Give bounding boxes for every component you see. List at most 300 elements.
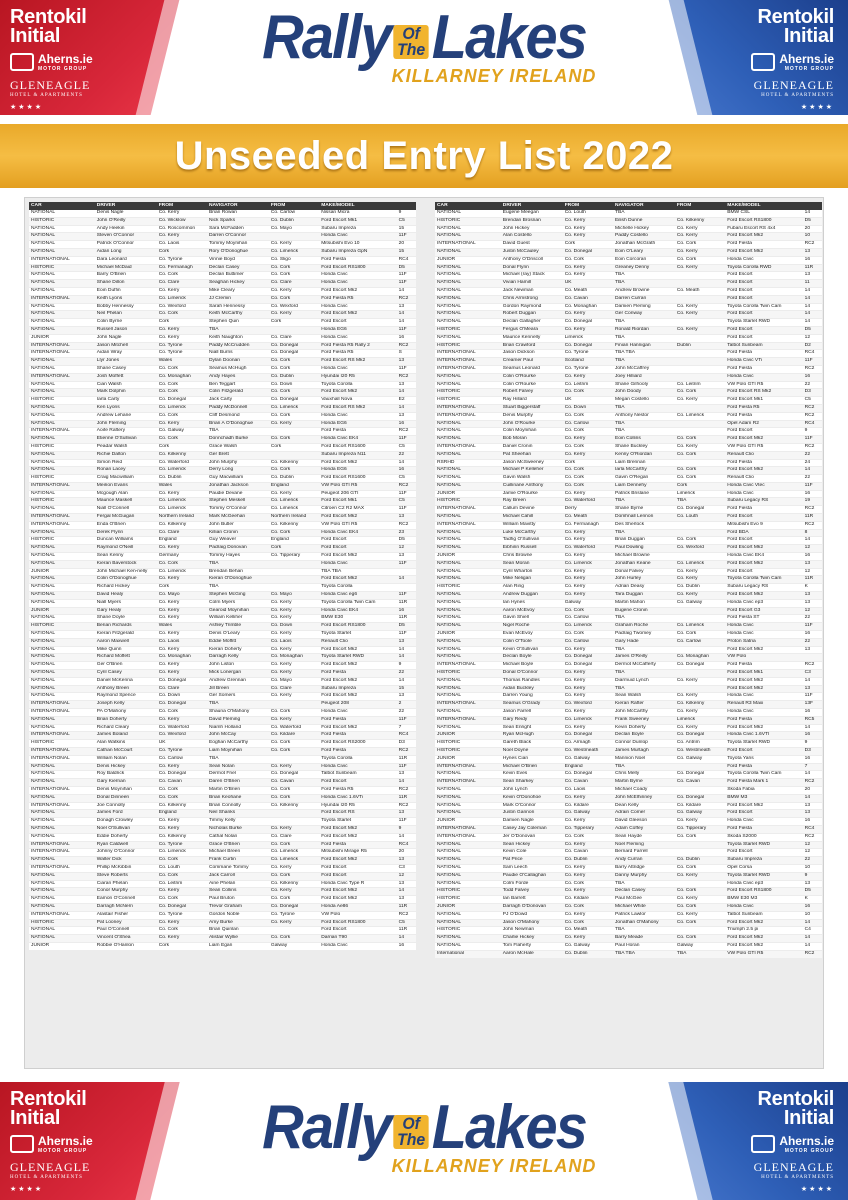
cell-navigator-from: Co. Cork xyxy=(269,295,319,303)
cell-driver-from: Co. Limerick xyxy=(563,623,613,631)
cell-navigator: Brian Duggan xyxy=(613,537,675,545)
aherns-logo: Aherns.ie MOTOR GROUP xyxy=(10,1134,160,1154)
cell-class: 13 xyxy=(803,599,822,607)
cell-driver: Eoin Duffin xyxy=(95,287,157,295)
cell-driver: Jer O'Donovan xyxy=(501,833,563,841)
gleneagle-logo: GLENEAGLE HOTEL & APARTMENTS ★★★★ xyxy=(10,1160,91,1193)
cell-navigator: Paul McGee xyxy=(613,896,675,904)
cell-car: NATIONAL xyxy=(29,670,95,678)
cell-driver-from: Co. Cork xyxy=(157,927,207,935)
cell-car: NATIONAL xyxy=(435,794,501,802)
building-icon xyxy=(10,53,34,71)
cell-class: 13 xyxy=(803,272,822,280)
cell-navigator: Bernard Farrell xyxy=(613,849,675,857)
cell-class: 14 xyxy=(397,654,416,662)
cell-car: HISTORIC xyxy=(435,888,501,896)
table-row xyxy=(29,849,416,857)
cell-driver: John O'Reilly xyxy=(95,217,157,225)
cell-navigator-from xyxy=(675,459,725,467)
table-row xyxy=(29,654,416,662)
cell-class: 20 xyxy=(397,241,416,249)
table-row xyxy=(435,397,822,405)
cell-driver: Ray Hillard xyxy=(501,397,563,405)
table-row xyxy=(435,935,822,943)
cell-navigator-from: Co. Kerry xyxy=(675,397,725,405)
cell-driver-from: Co. Leitrim xyxy=(157,880,207,888)
cell-driver: Hynes Cian xyxy=(501,755,563,763)
table-row xyxy=(435,210,822,217)
cell-driver-from: Co. Kilkenny xyxy=(157,802,207,810)
cell-navigator-from: Co. Louth xyxy=(675,514,725,522)
table-row xyxy=(29,763,416,771)
cell-navigator: Dean Kelly xyxy=(613,802,675,810)
cell-driver-from: Co. Cork xyxy=(563,256,613,264)
cell-make-model: VW Polo xyxy=(725,654,802,662)
cell-car: INTERNATIONAL xyxy=(435,365,501,373)
table-row xyxy=(435,716,822,724)
cell-navigator: Eoin O'Leary xyxy=(613,248,675,256)
table-row xyxy=(29,584,416,592)
table-row xyxy=(29,428,416,436)
cell-make-model: Ford Escort xyxy=(725,849,802,857)
cell-make-model: Ford Escort RS xyxy=(319,810,396,818)
cell-driver-from: Co. Tyrone xyxy=(157,747,207,755)
cell-driver: James Boland xyxy=(95,732,157,740)
cell-class: 11F xyxy=(397,280,416,288)
cell-car: International xyxy=(435,950,501,958)
cell-navigator: Ashley Trimble xyxy=(207,623,269,631)
cell-navigator-from: Co. Kerry xyxy=(675,303,725,311)
cell-driver: Colin O'Donoghue xyxy=(95,576,157,584)
cell-navigator-from xyxy=(675,428,725,436)
table-row xyxy=(29,607,416,615)
cell-car: NATIONAL xyxy=(435,287,501,295)
cell-class: 14 xyxy=(803,942,822,950)
cell-driver-from: Co. Down xyxy=(157,693,207,701)
cell-driver-from: Co. Kerry xyxy=(563,584,613,592)
cell-car: NATIONAL xyxy=(29,365,95,373)
cell-driver-from: Co. Cork xyxy=(563,475,613,483)
cell-class: 12 xyxy=(397,872,416,880)
cell-navigator-from: Co. Kilkenny xyxy=(269,880,319,888)
cell-navigator: Martin Byrne xyxy=(613,779,675,787)
cell-class: 9 xyxy=(397,210,416,217)
cell-driver: Ryan McHugh xyxy=(501,732,563,740)
cell-driver-from: Co. Kerry xyxy=(563,888,613,896)
cell-make-model: VW Polo GTI R5 xyxy=(725,443,802,451)
cell-driver-from: England xyxy=(157,810,207,818)
cell-navigator-from xyxy=(675,334,725,342)
cell-class: RC5 xyxy=(803,716,822,724)
cell-make-model: Ford Escort Mk2 xyxy=(319,459,396,467)
cell-make-model: Honda EG6 xyxy=(319,467,396,475)
cell-navigator-from: Co. Galway xyxy=(675,755,725,763)
cell-make-model: Ford Escort Mk2 xyxy=(725,467,802,475)
cell-navigator-from xyxy=(269,755,319,763)
cell-class: RC2 xyxy=(803,365,822,373)
cell-navigator: John McCaffrey xyxy=(613,365,675,373)
table-row xyxy=(29,475,416,483)
cell-driver-from: Co. Tyrone xyxy=(563,365,613,373)
cell-driver-from: Co. Kerry xyxy=(563,646,613,654)
cell-navigator-from: Co. Limerick xyxy=(269,404,319,412)
cell-make-model: Toyota Corolla xyxy=(319,381,396,389)
cell-driver: Raymond O'Neill xyxy=(95,545,157,553)
table-row xyxy=(435,693,822,701)
cell-driver-from: Co. Kilkenny xyxy=(157,451,207,459)
cell-make-model: Ford Escort xyxy=(725,295,802,303)
cell-class: 13 xyxy=(397,857,416,865)
cell-driver-from: Co. Kerry xyxy=(157,646,207,654)
cell-navigator: TBA xyxy=(613,646,675,654)
cell-driver-from: Co. Limerick xyxy=(157,295,207,303)
cell-car: HISTORIC xyxy=(435,326,501,334)
cell-navigator-from: Co. Cork xyxy=(269,412,319,420)
cell-navigator: Mick Lonergan xyxy=(207,670,269,678)
cell-navigator-from xyxy=(269,568,319,576)
table-row xyxy=(29,443,416,451)
header-car: CAR xyxy=(435,202,501,210)
cell-make-model: Subaru Legacy RS xyxy=(725,584,802,592)
cell-class: 12 xyxy=(803,841,822,849)
cell-car: NATIONAL xyxy=(435,607,501,615)
cell-driver-from: Co. Armagh xyxy=(563,740,613,748)
cell-driver-from: Galway xyxy=(563,599,613,607)
table-row xyxy=(435,794,822,802)
cell-driver: Casey Jay Coleman xyxy=(501,825,563,833)
cell-navigator: Brendan Behan xyxy=(207,568,269,576)
cell-navigator-from: Co. Dublin xyxy=(675,857,725,865)
cell-make-model: Ford Escort RS1800 xyxy=(319,919,396,927)
cell-class: 7 xyxy=(803,763,822,771)
cell-make-model: Ford Fiesta R5 xyxy=(319,786,396,794)
cell-make-model: Ford Escort Mk2 xyxy=(319,389,396,397)
cell-navigator-from: Co. Donegal xyxy=(269,397,319,405)
cell-class: 13 xyxy=(803,560,822,568)
table-row xyxy=(29,412,416,420)
cell-navigator-from: Co. Kerry xyxy=(675,311,725,319)
cell-driver: Ciaran Phelan xyxy=(95,880,157,888)
cell-class: D3 xyxy=(803,747,822,755)
cell-navigator: Nick Sparks xyxy=(207,217,269,225)
cell-navigator: Diarmuid Lynch xyxy=(613,677,675,685)
cell-navigator: John Murphy xyxy=(207,459,269,467)
cell-driver-from: Co. Cork xyxy=(563,903,613,911)
cell-navigator: Sean Nolan xyxy=(207,763,269,771)
cell-driver-from: Co. Cork xyxy=(157,709,207,717)
cell-navigator-from: Co. Limerick xyxy=(269,248,319,256)
cell-car: NATIONAL xyxy=(435,771,501,779)
cell-car: NATIONAL xyxy=(435,420,501,428)
cell-car: NATIONAL xyxy=(435,857,501,865)
table-row xyxy=(435,264,822,272)
cell-car: NATIONAL xyxy=(435,576,501,584)
header-class xyxy=(397,202,416,210)
cell-class: 11F xyxy=(397,436,416,444)
cell-car: RSRHD xyxy=(435,459,501,467)
table-row xyxy=(29,397,416,405)
cell-make-model: Ford Escort Mk2 xyxy=(725,545,802,553)
cell-driver: Aaron Maxwell xyxy=(95,638,157,646)
table-row xyxy=(435,818,822,826)
cell-driver: Alastair Fisher xyxy=(95,911,157,919)
cell-class xyxy=(397,584,416,592)
cell-navigator-from: Co. Kerry xyxy=(675,264,725,272)
table-row xyxy=(435,685,822,693)
cell-navigator-from: Co. Cavan xyxy=(675,779,725,787)
table-row xyxy=(435,482,822,490)
cell-make-model: Honda EG6 xyxy=(319,420,396,428)
cell-driver-from: Co. Kerry xyxy=(157,210,207,217)
cell-navigator-from xyxy=(675,350,725,358)
cell-navigator: John Doody xyxy=(613,389,675,397)
cell-class: 16 xyxy=(803,709,822,717)
cell-car: NATIONAL xyxy=(435,724,501,732)
header-driver: DRIVER xyxy=(95,202,157,210)
cell-class: 13 xyxy=(397,381,416,389)
cell-make-model: Ford Escort Mk2 xyxy=(319,553,396,561)
table-row xyxy=(435,381,822,389)
cell-class: D2 xyxy=(803,342,822,350)
cell-car: NATIONAL xyxy=(435,560,501,568)
cell-driver: Denis Moynihan xyxy=(95,786,157,794)
cell-navigator-from xyxy=(269,927,319,935)
cell-make-model: Toyota Corolla Twin Cam xyxy=(725,771,802,779)
table-row xyxy=(29,896,416,904)
table-row xyxy=(435,786,822,794)
cell-car: INTERNATIONAL xyxy=(29,256,95,264)
cell-navigator: Paul Horan xyxy=(613,942,675,950)
cell-navigator: Padraig Twomey xyxy=(613,631,675,639)
cell-driver: John O'Rourke xyxy=(501,420,563,428)
cell-driver: Justin McCauley xyxy=(501,248,563,256)
cell-car: INTERNATIONAL xyxy=(435,521,501,529)
cell-navigator: Liam Moynihan xyxy=(207,747,269,755)
cell-driver: David Healy xyxy=(95,592,157,600)
cell-driver-from: Co. Kerry xyxy=(563,436,613,444)
cell-class: C5 xyxy=(397,498,416,506)
cell-driver-from: Co. Laois xyxy=(563,786,613,794)
cell-class: 14 xyxy=(803,467,822,475)
cell-driver: Craig Macwilliam xyxy=(95,475,157,483)
cell-driver: Evan McEvoy xyxy=(501,631,563,639)
cell-driver: William Mavitty xyxy=(501,521,563,529)
cell-driver: Thomas Randles xyxy=(501,677,563,685)
cell-make-model: Ford Fiesta xyxy=(725,763,802,771)
cell-navigator-from: Co. Cork xyxy=(269,786,319,794)
cell-driver: Daniel Cronin xyxy=(501,443,563,451)
cell-driver-from: Co. Tyrone xyxy=(157,350,207,358)
cell-car: NATIONAL xyxy=(29,724,95,732)
cell-car: INTERNATIONAL xyxy=(29,521,95,529)
cell-navigator: Tommy O'Connor xyxy=(207,506,269,514)
cell-navigator-from xyxy=(675,521,725,529)
cell-navigator: Jack Carty xyxy=(207,397,269,405)
cell-make-model: Ford Fiesta ST xyxy=(725,615,802,623)
cell-driver: Maurice Maskell xyxy=(95,498,157,506)
table-row xyxy=(29,459,416,467)
cell-navigator-from: Co. Kerry xyxy=(269,763,319,771)
table-row xyxy=(29,701,416,709)
cell-navigator-from: Co. Cork xyxy=(675,467,725,475)
cell-car: NATIONAL xyxy=(29,771,95,779)
cell-car: NATIONAL xyxy=(435,685,501,693)
cell-driver: Tom Flaherty xyxy=(501,942,563,950)
cell-driver-from: Wales xyxy=(157,358,207,366)
cell-driver: Donal Flynn xyxy=(501,264,563,272)
cell-driver-from: Co. Tyrone xyxy=(157,911,207,919)
cell-class: 11R xyxy=(803,264,822,272)
cell-navigator: Frank Sweeney xyxy=(613,716,675,724)
cell-navigator: Darragh Kelly xyxy=(207,654,269,662)
cell-car: INTERNATIONAL xyxy=(29,732,95,740)
table-row xyxy=(435,732,822,740)
cell-car: NATIONAL xyxy=(29,420,95,428)
cell-navigator-from: Co. Kerry xyxy=(269,607,319,615)
cell-driver: Roy Baldrick xyxy=(95,771,157,779)
cell-navigator-from: Cork xyxy=(675,482,725,490)
table-row xyxy=(29,467,416,475)
cell-car: INTERNATIONAL xyxy=(435,779,501,787)
cell-navigator-from: Co. Kerry xyxy=(675,724,725,732)
cell-car: NATIONAL xyxy=(29,326,95,334)
table-row xyxy=(435,241,822,249)
cell-navigator: Shane Buckley xyxy=(613,443,675,451)
table-row xyxy=(29,638,416,646)
cell-navigator: Kevin Doherty xyxy=(613,724,675,732)
cell-make-model: Honda Civic 1.6VTI xyxy=(725,732,802,740)
cell-make-model: Ford Escort Mk2 xyxy=(725,646,802,654)
cell-make-model: Ford Escort xyxy=(319,864,396,872)
cell-driver: Mark O'Connor xyxy=(501,802,563,810)
cell-driver-from: Co. Kerry xyxy=(157,818,207,826)
entry-list-sheet xyxy=(24,197,824,1069)
cell-driver-from: Co. Monaghan xyxy=(157,373,207,381)
table-row xyxy=(435,864,822,872)
cell-navigator: Michael Breen xyxy=(207,849,269,857)
cell-driver: Andy Heekin xyxy=(95,225,157,233)
cell-driver: Jason O'Mahony xyxy=(501,919,563,927)
cell-driver-from: Co. Limerick xyxy=(157,568,207,576)
cell-navigator: TBA xyxy=(613,615,675,623)
cell-driver: John Fleming xyxy=(95,420,157,428)
cell-car: NATIONAL xyxy=(29,225,95,233)
cell-class: 14 xyxy=(397,833,416,841)
cell-navigator: Eilish Dunne xyxy=(613,217,675,225)
cell-class: RC2 xyxy=(803,833,822,841)
table-row xyxy=(435,490,822,498)
cell-driver: Walter Dick xyxy=(95,857,157,865)
cell-car: NATIONAL xyxy=(435,919,501,927)
cell-car: NATIONAL xyxy=(435,911,501,919)
cell-driver: Donagh Crowley xyxy=(95,818,157,826)
table-row xyxy=(435,459,822,467)
cell-car: INTERNATIONAL xyxy=(29,911,95,919)
cell-driver-from: Co. Cavan xyxy=(563,295,613,303)
cell-driver-from: Co. Donegal xyxy=(563,654,613,662)
cell-make-model: Honda Civic EK4 xyxy=(725,553,802,561)
table-row xyxy=(29,553,416,561)
cell-car: HISTORIC xyxy=(435,389,501,397)
cell-navigator: Graham Roche xyxy=(613,623,675,631)
table-row xyxy=(29,670,416,678)
table-row xyxy=(29,295,416,303)
cell-navigator: TBA xyxy=(613,685,675,693)
cell-car: INTERNATIONAL xyxy=(29,709,95,717)
cell-navigator-from: England xyxy=(269,482,319,490)
table-row xyxy=(435,592,822,600)
cell-class: 22 xyxy=(803,857,822,865)
cell-navigator-from: Co. Donegal xyxy=(675,662,725,670)
table-row xyxy=(435,747,822,755)
cell-driver: Robbie O'Hanlon xyxy=(95,942,157,950)
cell-car: NATIONAL xyxy=(29,880,95,888)
cell-navigator: TBA xyxy=(207,326,269,334)
cell-driver: John Nagle xyxy=(95,334,157,342)
cell-class: 11R xyxy=(397,599,416,607)
cell-driver: Kieran Fitzgerald xyxy=(95,631,157,639)
cell-driver-from: Co. Kerry xyxy=(157,334,207,342)
cell-navigator: Dermot Friel xyxy=(207,771,269,779)
cell-car: INTERNATIONAL xyxy=(29,482,95,490)
cell-class: RC2 xyxy=(803,404,822,412)
cell-car: INTERNATIONAL xyxy=(29,786,95,794)
cell-make-model: Ford Fiesta xyxy=(725,412,802,420)
cell-driver: Shane Doyle xyxy=(95,615,157,623)
cell-make-model: Ford Escort G3 xyxy=(725,607,802,615)
cell-navigator-from: Co. Cork xyxy=(269,529,319,537)
cell-navigator: TBA xyxy=(207,560,269,568)
cell-navigator: Stephen Quin xyxy=(207,319,269,327)
cell-navigator: TBA xyxy=(613,280,675,288)
cell-car: NATIONAL xyxy=(29,241,95,249)
cell-class xyxy=(397,568,416,576)
cell-class: RC2 xyxy=(397,786,416,794)
cell-make-model: Citroen C2 R2 MAX xyxy=(319,506,396,514)
cell-driver-from: Co. Limerick xyxy=(157,849,207,857)
cell-car: NATIONAL xyxy=(435,646,501,654)
cell-car: NATIONAL xyxy=(29,272,95,280)
cell-class: RC2 xyxy=(397,747,416,755)
cell-driver: Richard Cleary xyxy=(95,724,157,732)
cell-navigator-from: Cork xyxy=(269,319,319,327)
cell-navigator-from xyxy=(675,849,725,857)
cell-driver: Richard Moffett xyxy=(95,654,157,662)
cell-class: 16 xyxy=(397,420,416,428)
cell-navigator-from: Co. Cork xyxy=(269,264,319,272)
cell-make-model: Mitsubishi Mirage R5 xyxy=(319,849,396,857)
cell-class: RC2 xyxy=(803,443,822,451)
cell-navigator: Jonathan Keane xyxy=(613,560,675,568)
cell-car: NATIONAL xyxy=(29,287,95,295)
cell-class: 16 xyxy=(397,942,416,950)
cell-navigator-from: Co. Carlow xyxy=(269,210,319,217)
cell-navigator: Noel Fleming xyxy=(613,841,675,849)
cell-class: 11F xyxy=(397,233,416,241)
cell-class: 11F xyxy=(397,272,416,280)
cell-navigator-from: Co. Donegal xyxy=(269,771,319,779)
cell-car: JUNIOR xyxy=(435,553,501,561)
cell-driver-from: Co. Cork xyxy=(563,412,613,420)
cell-driver: William Nolan xyxy=(95,755,157,763)
cell-class: 11F xyxy=(397,763,416,771)
cell-navigator-from: Co. Kilkenny xyxy=(269,459,319,467)
cell-navigator-from: Co. Kilkenny xyxy=(675,217,725,225)
cell-driver-from: Co. Louth xyxy=(157,864,207,872)
cell-driver: Sean Moran xyxy=(501,560,563,568)
table-row xyxy=(29,771,416,779)
cell-make-model: Ford Escort Mk2 xyxy=(725,724,802,732)
